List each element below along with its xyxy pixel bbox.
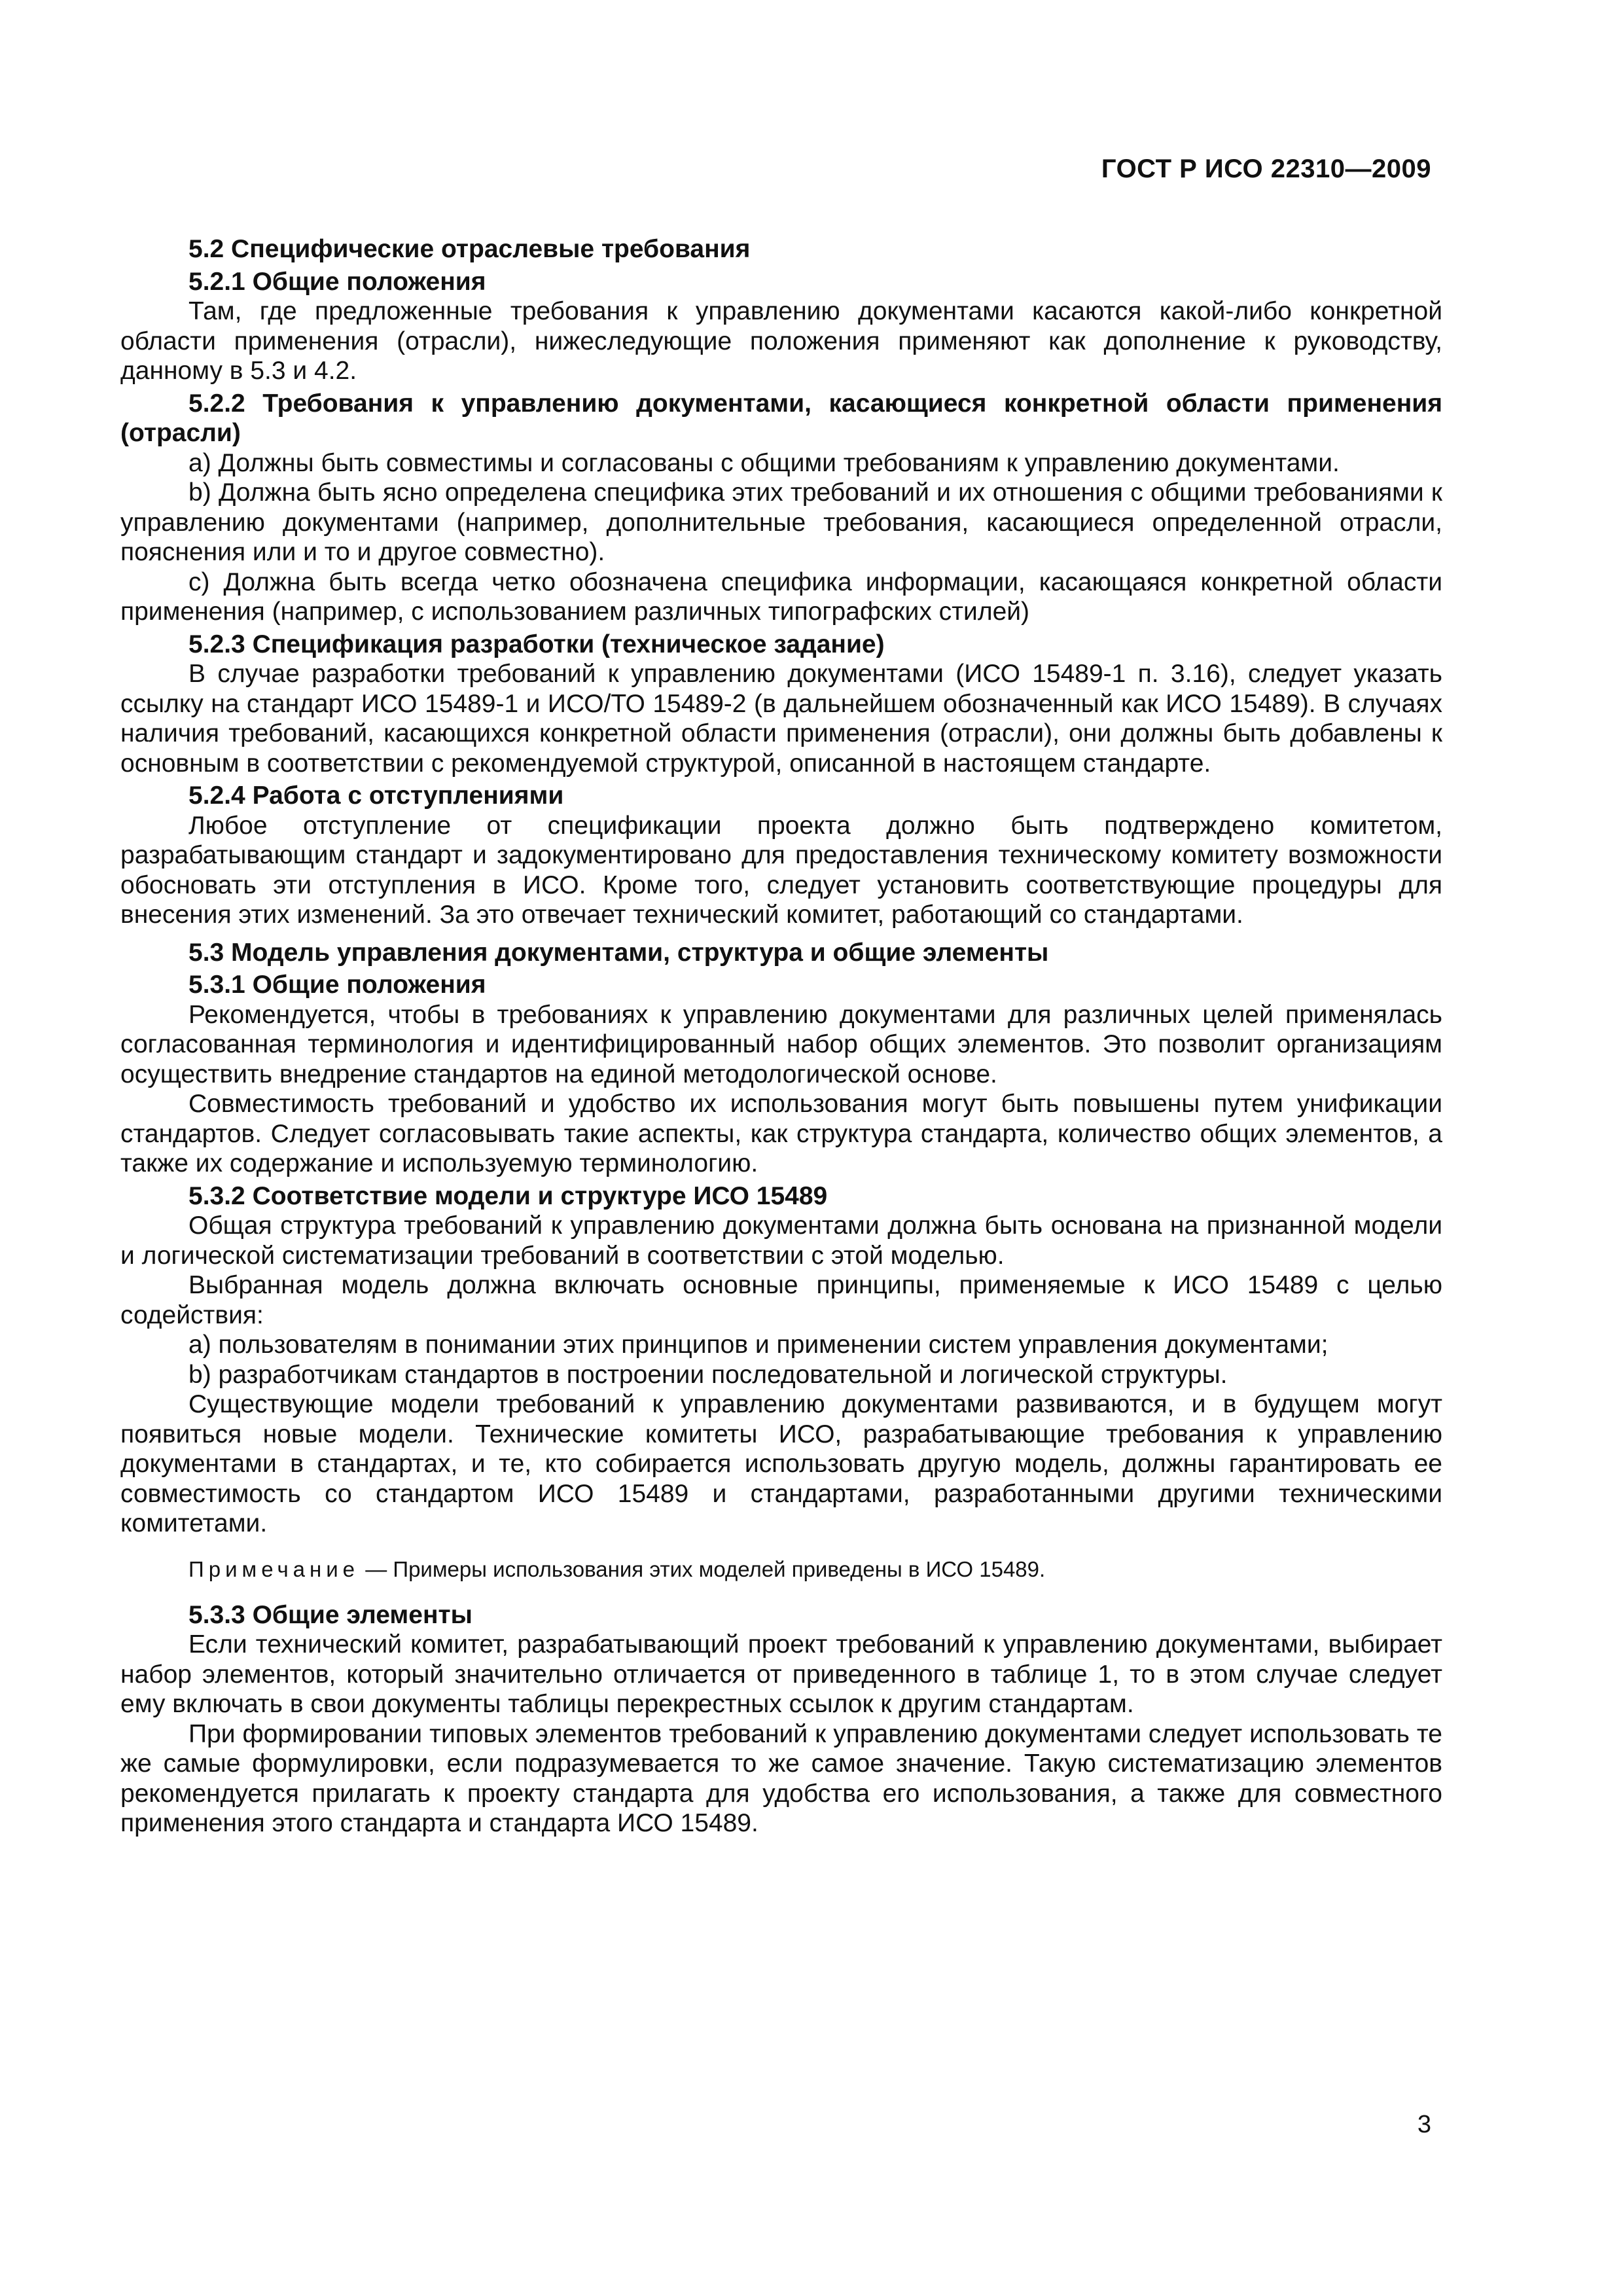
section-heading-5-2-3: 5.2.3 Спецификация разработки (техническое задание) <box>188 630 885 658</box>
paragraph: Существующие модели требований к управлению документами развиваются, и в будущем могут появиться новые модели. Технические комитеты ИСО, разрабатывающие требования к управлению документами в стандартах, и те, кто собирается использовать другую модель, должны гарантировать ее совместимость со стандартом ИСО 15489 и стандартами, разработанными другими техническими комитетами. <box>120 1390 1442 1537</box>
list-item-b: b) Должна быть ясно определена специфика этих требований и их отношения с общими требованиями к управлению документами (например, дополнительные требования, касающиеся определенной отрасли, пояснения или и то и другое совместно). <box>120 478 1442 566</box>
paragraph: Любое отступление от спецификации проекта должно быть подтверждено комитетом, разрабатывающим стандарт и задокументировано для предоставления техническому комитету возможности обосновать эти отступления в ИСО. Кроме того, следует установить соответствующие процедуры для внесения этих изменений. За это отвечает технический комитет, работающий со стандартами. <box>120 811 1442 929</box>
note-text: — Примеры использования этих моделей приведены в ИСО 15489. <box>365 1556 1046 1581</box>
paragraph: Выбранная модель должна включать основные принципы, применяемые к ИСО 15489 с целью содействия: <box>120 1271 1442 1329</box>
section-heading-5-2-1: 5.2.1 Общие положения <box>188 267 486 296</box>
section-heading-5-3: 5.3 Модель управления документами, структура и общие элементы <box>188 938 1049 967</box>
paragraph: В случае разработки требований к управлению документами (ИСО 15489-1 п. 3.16), следует указать ссылку на стандарт ИСО 15489-1 и ИСО/ТО 15489-2 (в дальнейшем обозначенный как ИСО 15489). В случаях наличия требований, касающихся конкретной области применения (отрасли), они должны быть добавлены к основным в соответствии с рекомендуемой структурой, описанной в настоящем стандарте. <box>120 660 1442 778</box>
section-heading-5-2-4: 5.2.4 Работа с отступлениями <box>188 781 564 810</box>
note-label: Примечание <box>188 1556 360 1581</box>
list-item-a: а) Должны быть совместимы и согласованы с общими требованиям к управлению документами. <box>188 448 1340 477</box>
note <box>120 1556 1442 1583</box>
list-item-a: а) пользователям в понимании этих принципов и применении систем управления документами; <box>188 1331 1329 1359</box>
section-heading-5-2: 5.2 Специфические отраслевые требования <box>188 235 751 263</box>
list-item-c: с) Должна быть всегда четко обозначена специфика информации, касающаяся конкретной области применения (например, с использованием различных типографских стилей) <box>120 567 1442 626</box>
paragraph: Если технический комитет, разрабатывающий проект требований к управлению документами, выбирает набор элементов, который значительно отличается от приведенного в таблице 1, то в этом случае следует ему включать в свои документы таблицы перекрестных ссылок к другим стандартам. <box>120 1630 1442 1718</box>
paragraph: Общая структура требований к управлению документами должна быть основана на признанной модели и логической систематизации требований в соответствии с этой моделью. <box>120 1211 1442 1270</box>
paragraph: Там, где предложенные требования к управлению документами касаются какой-либо конкретной области применения (отрасли), нижеследующие положения применяют как дополнение к руководству, данному в 5.3 и 4.2. <box>120 297 1442 385</box>
paragraph: Совместимость требований и удобство их использования могут быть повышены путем унификации стандартов. Следует согласовывать такие аспекты, как структура стандарта, количество общих элементов, а также их содержание и используемую терминологию. <box>120 1090 1442 1177</box>
section-heading-5-3-1: 5.3.1 Общие положения <box>188 971 486 999</box>
paragraph: При формировании типовых элементов требований к управлению документами следует использовать те же самые формулировки, если подразумевается то же самое значение. Такую систематизацию элементов рекомендуется прилагать к проекту стандарта для удобства его использования, а также для совместного применения этого стандарта и стандарта ИСО 15489. <box>120 1719 1442 1837</box>
document-code-header: ГОСТ Р ИСО 22310—2009 <box>1101 154 1431 183</box>
document-body <box>120 234 1442 1839</box>
page-number: 3 <box>1417 2111 1431 2138</box>
list-item-b: b) разработчикам стандартов в построении последовательной и логической структуры. <box>188 1360 1228 1389</box>
section-heading-5-2-2: 5.2.2 Требования к управлению документами, касающиеся конкретной области применения (отрасли) <box>120 389 1442 447</box>
section-heading-5-3-3: 5.3.3 Общие элементы <box>188 1600 473 1629</box>
section-heading-5-3-2: 5.3.2 Соответствие модели и структуре ИСО 15489 <box>188 1181 828 1210</box>
paragraph: Рекомендуется, чтобы в требованиях к управлению документами для различных целей применялась согласованная терминология и идентифицированный набор общих элементов. Это позволит организациям осуществить внедрение стандартов на единой методологической основе. <box>120 1000 1442 1088</box>
